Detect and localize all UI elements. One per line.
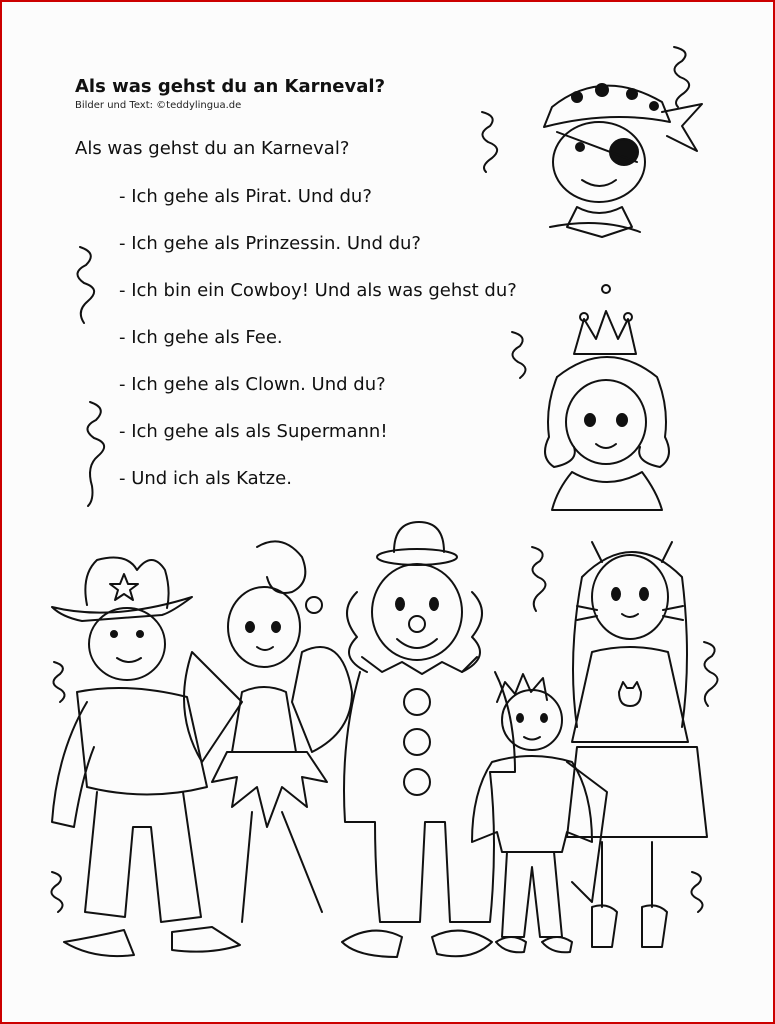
dialogue-line-pirate: - Ich gehe als Pirat. Und du? bbox=[119, 186, 372, 207]
cat-girl-drawing bbox=[567, 542, 707, 947]
main-question: Als was gehst du an Karneval? bbox=[75, 138, 350, 159]
clown-drawing bbox=[342, 522, 515, 957]
dialogue-line-clown: - Ich gehe als Clown. Und du? bbox=[119, 374, 386, 395]
worksheet-title: Als was gehst du an Karneval? bbox=[75, 76, 386, 97]
princess-drawing bbox=[545, 285, 669, 510]
cowboy-drawing bbox=[52, 558, 240, 957]
pirate-drawing bbox=[544, 84, 702, 237]
dialogue-line-cat: - Und ich als Katze. bbox=[119, 468, 292, 489]
fairy-drawing bbox=[184, 541, 352, 922]
dialogue-line-princess: - Ich gehe als Prinzessin. Und du? bbox=[119, 233, 421, 254]
superman-drawing bbox=[472, 674, 607, 952]
image-credit: Bilder und Text: ©teddylingua.de bbox=[75, 100, 242, 111]
dialogue-line-fairy: - Ich gehe als Fee. bbox=[119, 327, 283, 348]
dialogue-list bbox=[119, 185, 517, 514]
dialogue-line-cowboy: - Ich bin ein Cowboy! Und als was gehst du? bbox=[119, 280, 517, 301]
dialogue-line-superman: - Ich gehe als als Supermann! bbox=[119, 421, 388, 442]
